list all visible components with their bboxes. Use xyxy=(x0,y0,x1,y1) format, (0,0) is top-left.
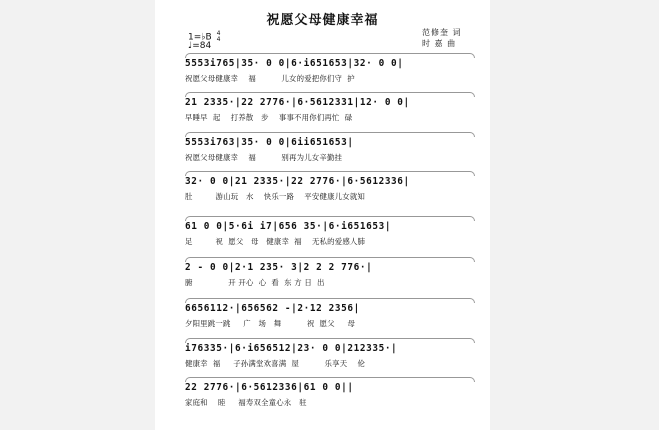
notation-line: 5553i765|35· 0 0|6·i651653|32· 0 0| xyxy=(185,57,475,70)
music-sheet xyxy=(155,0,490,430)
lyrics-line: 夕阳里跳一跳 广 场 舞 祝 愿父 母 xyxy=(185,319,356,328)
notation-line: 21 2335·|22 2776·|6·5612331|12· 0 0| xyxy=(185,96,475,109)
lyrics-line: 足 祝 愿父 母 健康幸 福 无私的爱感人肺 xyxy=(185,237,366,246)
music-system xyxy=(185,381,475,409)
key-label: 1=♭B xyxy=(188,32,212,43)
time-signature-top: 4 xyxy=(216,30,221,37)
music-system xyxy=(185,136,475,164)
lyrics-line: 家庭和 睦 福寿双全童心永 驻 xyxy=(185,398,307,407)
music-system xyxy=(185,175,475,203)
music-system xyxy=(185,302,475,330)
music-system xyxy=(185,342,475,370)
lyrics-line: 祝愿父母健康幸 福 儿女的爱把你们守 护 xyxy=(185,74,355,83)
lyrics-line: 祝愿父母健康幸 福 别再为儿女辛勤挂 xyxy=(185,153,343,162)
time-signature xyxy=(217,31,221,43)
music-system xyxy=(185,261,475,289)
notation-line: 5553i763|35· 0 0|6ii651653| xyxy=(185,136,475,149)
lyricist-credit: 范修奎 词 xyxy=(422,28,462,37)
notation-line: 61 0 0|5·6i i7|656 35·|6·i651653| xyxy=(185,220,475,233)
notation-line: 2 - 0 0|2·1 235· 3|2 2 2 776·| xyxy=(185,261,475,274)
notation-line: 22 2776·|6·5612336|61 0 0|| xyxy=(185,381,475,394)
song-title: 祝愿父母健康幸福 xyxy=(266,13,379,28)
lyrics-line: 肚 游山玩 水 快乐一路 平安健康儿女就知 xyxy=(185,192,366,201)
lyrics-line: 腑 开 开心 心 看 东 方 日 出 xyxy=(185,278,325,287)
lyrics-line: 健康幸 福 子孙满堂欢喜满 屋 乐享天 伦 xyxy=(185,359,366,368)
notation-line: i76335·|6·i656512|23· 0 0|212335·| xyxy=(185,342,475,355)
lyrics-line: 早睡早 起 打养散 步 事事不用你们再忙 碌 xyxy=(185,113,353,122)
time-signature-bottom: 4 xyxy=(216,36,221,43)
composer-credit: 时 嘉 曲 xyxy=(422,39,457,48)
music-system xyxy=(185,220,475,248)
tempo-marking: ♩=84 xyxy=(188,41,212,51)
music-system xyxy=(185,57,475,85)
music-system xyxy=(185,96,475,124)
notation-line: 6656112·|656562 -|2·12 2356| xyxy=(185,302,475,315)
notation-line: 32· 0 0|21 2335·|22 2776·|6·5612336| xyxy=(185,175,475,188)
